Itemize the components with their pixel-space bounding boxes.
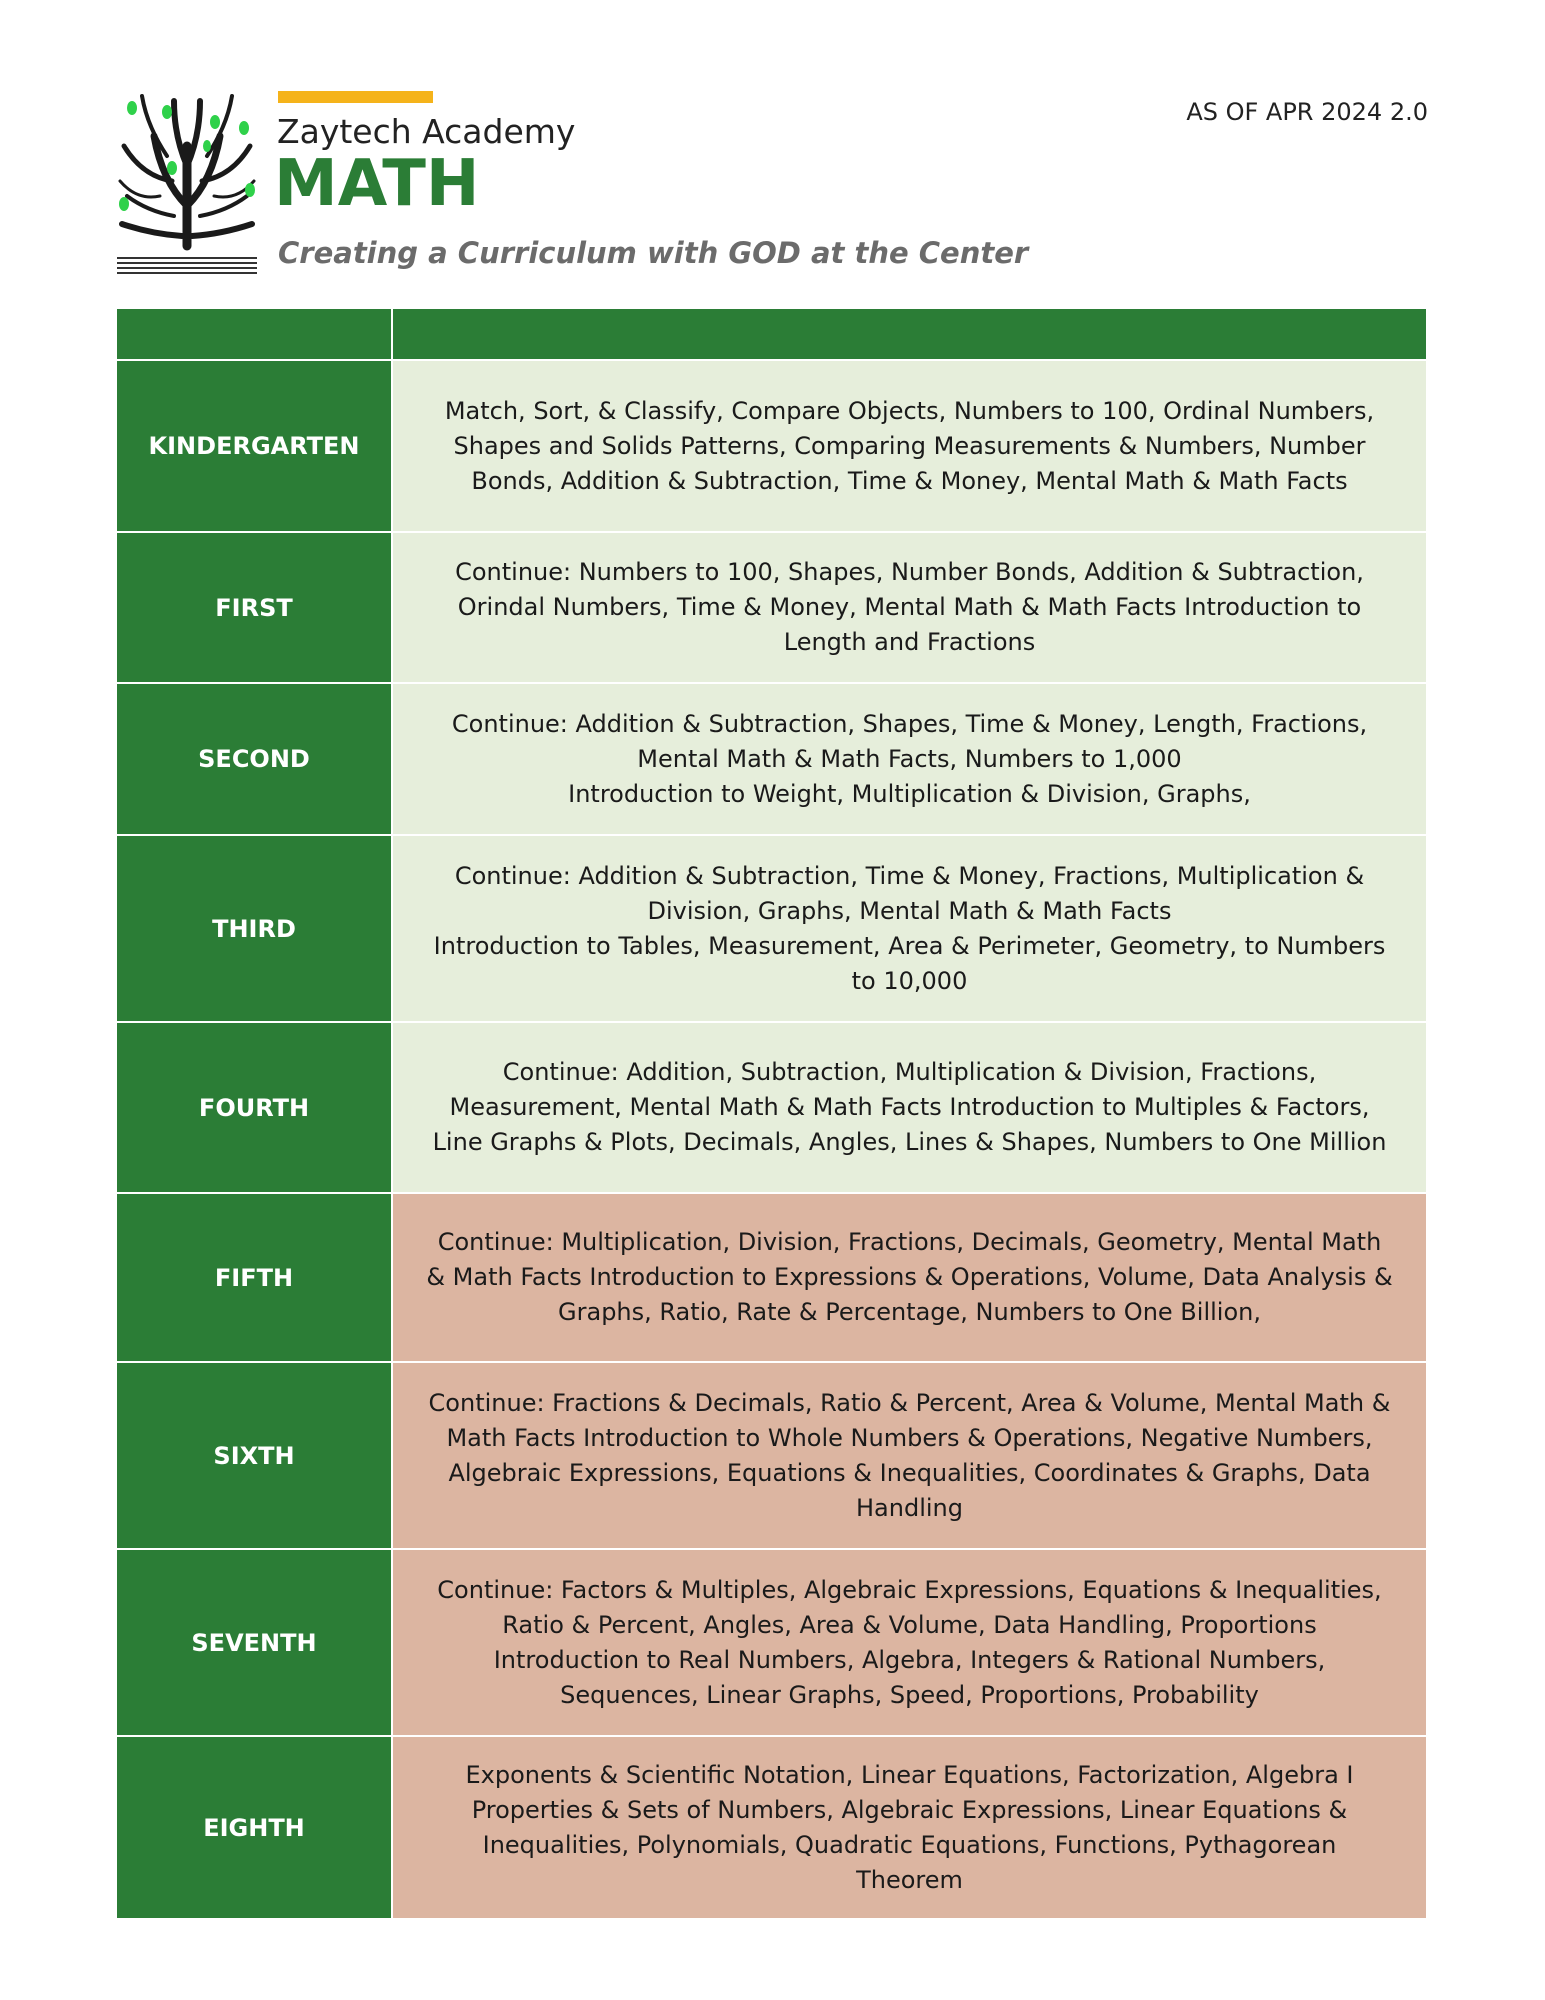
topics-cell xyxy=(392,1193,1427,1362)
topics-cell xyxy=(392,1549,1427,1736)
topics-cell xyxy=(392,683,1427,835)
grade-label: FIFTH xyxy=(116,1193,392,1362)
topic-line: Line Graphs & Plots, Decimals, Angles, Lines & Shapes, Numbers to One Million xyxy=(432,1128,1387,1156)
topic-line: Continue: Fractions & Decimals, Ratio & Percent, Area & Volume, Mental Math & xyxy=(428,1388,1391,1417)
topics-cell xyxy=(392,360,1427,532)
topic-line: Inequalities, Polynomials, Quadratic Equations, Functions, Pythagorean xyxy=(482,1830,1337,1859)
topic-line: Continue: Numbers to 100, Shapes, Number Bonds, Addition & Subtraction, xyxy=(455,558,1364,586)
topic-line: Sequences, Linear Graphs, Speed, Proportions, Probability xyxy=(560,1680,1259,1709)
topics-cell xyxy=(392,835,1427,1022)
table-row xyxy=(116,532,1427,683)
topic-line: Mental Math & Math Facts, Numbers to 1,000 xyxy=(637,744,1182,773)
table-row xyxy=(116,1549,1427,1736)
table-row xyxy=(116,1736,1427,1919)
topics-cell xyxy=(392,1362,1427,1549)
topic-line: Continue: Addition & Subtraction, Time & Money, Fractions, Multiplication & xyxy=(454,861,1365,890)
table-row xyxy=(116,1022,1427,1193)
topic-line: Continue: Factors & Multiples, Algebraic Expressions, Equations & Inequalities, xyxy=(437,1575,1382,1604)
grade-label: FOURTH xyxy=(116,1022,392,1193)
topic-line: Orindal Numbers, Time & Money, Mental Math & Math Facts Introduction to xyxy=(457,593,1362,621)
topic-line: Algebraic Expressions, Equations & Inequalities, Coordinates & Graphs, Data xyxy=(448,1458,1371,1487)
topic-line: Theorem xyxy=(856,1865,963,1894)
topic-line: Math Facts Introduction to Whole Numbers & Operations, Negative Numbers, xyxy=(446,1423,1373,1452)
grade-label: THIRD xyxy=(116,835,392,1022)
grade-label: SECOND xyxy=(116,683,392,835)
topic-line: Introduction to Tables, Measurement, Area & Perimeter, Geometry, to Numbers xyxy=(433,931,1386,960)
accent-bar xyxy=(278,91,433,103)
topics-cell xyxy=(392,532,1427,683)
topic-line: Ratio & Percent, Angles, Area & Volume, Data Handling, Proportions xyxy=(502,1610,1317,1639)
grade-label: SEVENTH xyxy=(116,1549,392,1736)
curriculum-table xyxy=(115,307,1428,1920)
table-row xyxy=(116,683,1427,835)
grade-label: KINDERGARTEN xyxy=(116,360,392,532)
topic-line: Shapes and Solids Patterns, Comparing Measurements & Numbers, Number xyxy=(453,431,1366,460)
topic-line: Graphs, Ratio, Rate & Percentage, Numbers to One Billion, xyxy=(558,1298,1261,1326)
table-header-row xyxy=(116,308,1427,360)
table-row xyxy=(116,360,1427,532)
topic-line: Measurement, Mental Math & Math Facts Introduction to Multiples & Factors, xyxy=(449,1093,1370,1121)
topics-cell xyxy=(392,1022,1427,1193)
topic-line: Introduction to Real Numbers, Algebra, Integers & Rational Numbers, xyxy=(493,1645,1326,1674)
version-label: AS OF APR 2024 2.0 xyxy=(1186,98,1428,126)
topic-line: Continue: Multiplication, Division, Fractions, Decimals, Geometry, Mental Math xyxy=(437,1228,1382,1256)
topic-line: Division, Graphs, Mental Math & Math Facts xyxy=(647,896,1172,925)
topic-line: & Math Facts Introduction to Expressions & Operations, Volume, Data Analysis & xyxy=(426,1263,1393,1291)
topic-line: to 10,000 xyxy=(851,966,968,995)
topic-line: Bonds, Addition & Subtraction, Time & Money, Mental Math & Math Facts xyxy=(471,466,1348,495)
topic-line: Handling xyxy=(856,1493,963,1522)
grade-label: FIRST xyxy=(116,532,392,683)
grade-label: SIXTH xyxy=(116,1362,392,1549)
topics-cell xyxy=(392,1736,1427,1919)
topic-line: Properties & Sets of Numbers, Algebraic Expressions, Linear Equations & xyxy=(471,1795,1348,1824)
org-name: Zaytech Academy xyxy=(277,112,576,151)
topic-line: Introduction to Weight, Multiplication & Division, Graphs, xyxy=(568,779,1251,808)
table-row xyxy=(116,1362,1427,1549)
tree-logo-icon xyxy=(112,86,262,276)
table-row xyxy=(116,835,1427,1022)
header-cell-grade xyxy=(116,308,392,360)
topic-line: Continue: Addition & Subtraction, Shapes, Time & Money, Length, Fractions, xyxy=(451,709,1368,738)
topic-line: Exponents & Scientific Notation, Linear Equations, Factorization, Algebra I xyxy=(465,1760,1354,1789)
grade-label: EIGHTH xyxy=(116,1736,392,1919)
topic-line: Continue: Addition, Subtraction, Multiplication & Division, Fractions, xyxy=(502,1058,1317,1086)
table-row xyxy=(116,1193,1427,1362)
topic-line: Match, Sort, & Classify, Compare Objects, Numbers to 100, Ordinal Numbers, xyxy=(444,396,1375,425)
header-cell-topics xyxy=(392,308,1427,360)
subject-title: MATH xyxy=(274,147,480,221)
tagline: Creating a Curriculum with GOD at the Center xyxy=(278,236,1029,270)
topic-line: Length and Fractions xyxy=(783,628,1036,656)
